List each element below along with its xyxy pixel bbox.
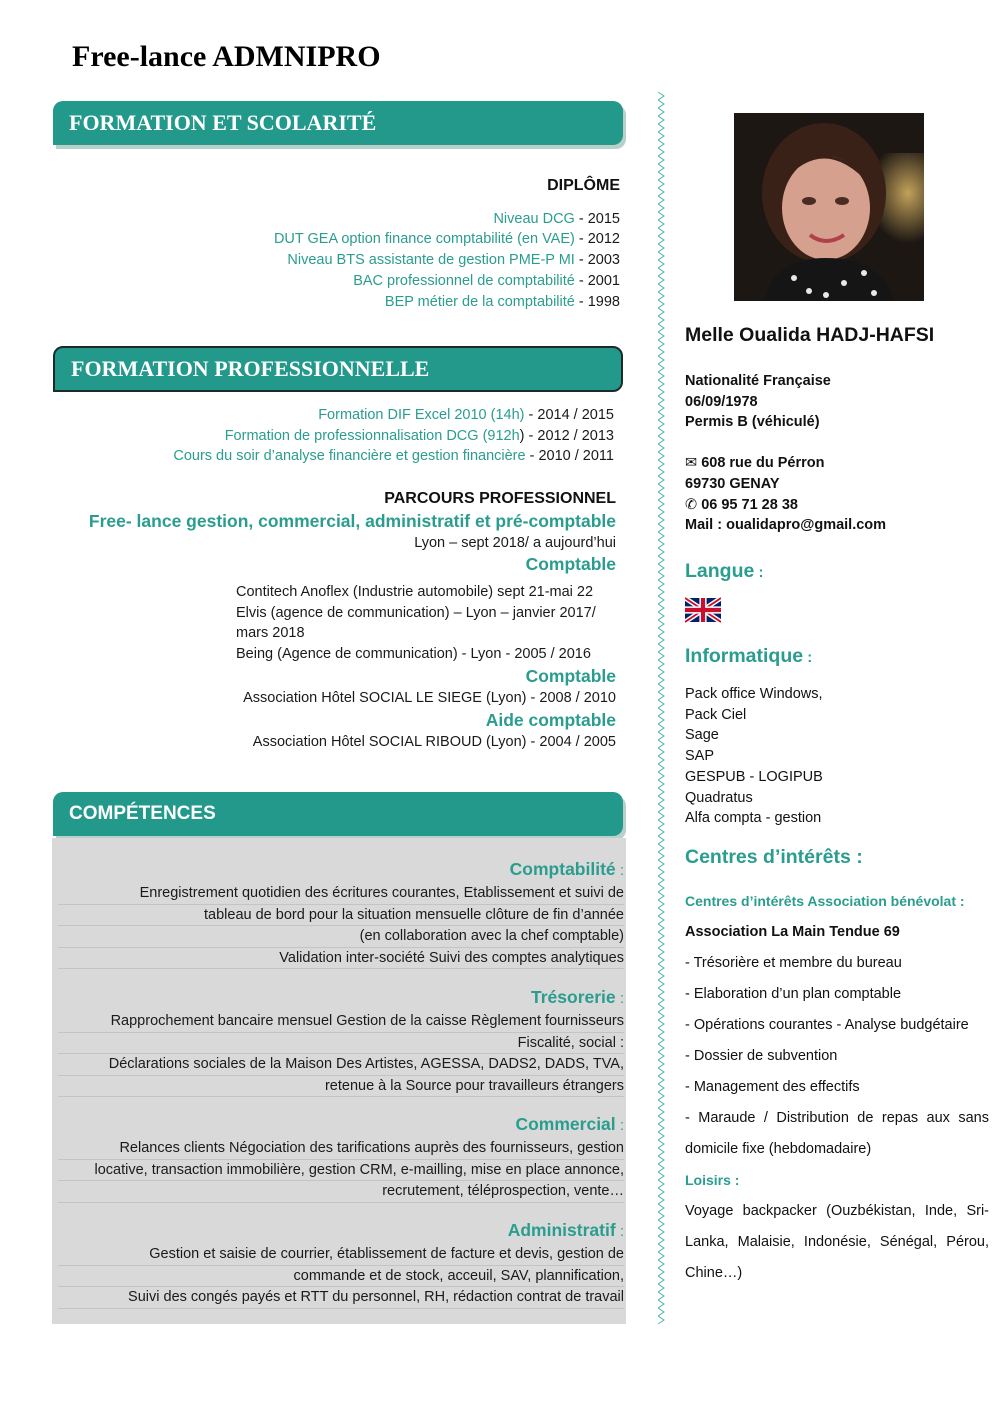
skill-group-accounting xyxy=(58,857,624,969)
skill-title: Trésorerie : xyxy=(531,987,624,1007)
job-detail: Association Hôtel SOCIAL RIBOUD (Lyon) - 2004 / 2005 xyxy=(252,733,616,750)
pro-training-list xyxy=(60,405,614,467)
skill-line: commande et de stock, acceuil, SAV, plannification, xyxy=(58,1266,624,1288)
envelope-icon: ✉ xyxy=(685,455,702,472)
association-item: - Trésorière et membre du bureau xyxy=(685,955,902,971)
job-title: Comptable xyxy=(525,666,616,686)
it-item: Pack Ciel xyxy=(685,706,747,723)
diploma-section xyxy=(60,176,620,312)
job-line: Being (Agence de communication) - Lyon - 2005 / 2016 xyxy=(236,646,591,663)
diploma-item: Niveau BTS assistante de gestion PME-P MI - 2003 xyxy=(287,252,620,269)
job1-lines xyxy=(236,582,621,665)
languages-heading: Langue : xyxy=(685,560,764,582)
skill-line: retenue à la Source pour travailleurs étrangers xyxy=(58,1076,624,1098)
diploma-item: BEP métier de la comptabilité - 1998 xyxy=(384,293,620,310)
formation-banner xyxy=(53,101,623,145)
skills-heading: COMPÉTENCES xyxy=(69,803,216,824)
profile-details xyxy=(685,371,990,536)
leisure-text: Voyage backpacker (Ouzbékistan, Inde, Sri-Lanka, Malaisie, Indonésie, Sénégal, Pérou, Chine…) xyxy=(685,1203,989,1281)
job-title: Aide comptable xyxy=(485,709,616,730)
skill-line: Fiscalité, social : xyxy=(58,1033,624,1055)
skill-line: recrutement, téléprospection, vente… xyxy=(58,1181,624,1203)
skills-banner xyxy=(53,792,623,836)
career-section xyxy=(60,489,616,576)
nationality: Nationalité Française xyxy=(685,373,831,389)
column-divider xyxy=(655,92,667,1324)
skill-line: Gestion et saisie de courrier, établissement de facture et devis, gestion de xyxy=(58,1244,624,1266)
it-heading: Informatique : xyxy=(685,645,813,667)
skill-line: Validation inter-société Suivi des comptes analytiques xyxy=(58,948,624,970)
skill-title: Commercial : xyxy=(515,1114,624,1134)
association-heading: Centres d’intérêts Association bénévolat : xyxy=(685,893,965,909)
skill-line: Rapprochement bancaire mensuel Gestion de la caisse Règlement fournisseurs xyxy=(58,1011,624,1033)
formation-heading: FORMATION ET SCOLARITÉ xyxy=(69,110,377,135)
phone: ✆ 06 95 71 28 38 xyxy=(685,496,798,513)
it-list xyxy=(685,684,990,829)
skill-line: (en collaboration avec la chef comptable) xyxy=(58,926,624,948)
association-item: - Management des effectifs xyxy=(685,1079,860,1095)
birthdate: 06/09/1978 xyxy=(685,393,758,410)
skill-line: Relances clients Négociation des tarifications auprès des fournisseurs, gestion xyxy=(58,1138,624,1160)
skill-line: tableau de bord pour la situation mensuelle clôture de fin d’année xyxy=(58,905,624,927)
skill-group-commercial xyxy=(58,1112,624,1203)
leisure-heading: Loisirs : xyxy=(685,1172,740,1188)
career-section-2 xyxy=(60,665,616,752)
association-name: Association La Main Tendue 69 xyxy=(685,924,900,940)
skill-group-administrative xyxy=(58,1218,624,1309)
skill-title: Comptabilité : xyxy=(509,859,624,879)
pro-training-heading: FORMATION PROFESSIONNELLE xyxy=(71,356,430,381)
training-item: Formation DIF Excel 2010 (14h) - 2014 / 2015 xyxy=(318,407,614,423)
diploma-item: Niveau DCG - 2015 xyxy=(493,210,620,227)
association-item: - Elaboration d’un plan comptable xyxy=(685,986,902,1002)
freelance-detail: Lyon – sept 2018/ a aujourd’hui xyxy=(414,534,616,551)
career-heading: PARCOURS PROFESSIONNEL xyxy=(384,490,616,507)
job-detail: Association Hôtel SOCIAL LE SIEGE (Lyon) - 2008 / 2010 xyxy=(243,690,616,706)
document-title: Free-lance ADMNIPRO xyxy=(72,40,381,73)
email: Mail : oualidapro@gmail.com xyxy=(685,517,887,534)
driving-license: Permis B (véhiculé) xyxy=(685,414,820,431)
diploma-heading: DIPLÔME xyxy=(547,177,620,194)
skill-line: locative, transaction immobilière, gestion CRM, e-mailling, mise en place annonce, xyxy=(58,1160,624,1182)
it-item: Alfa compta - gestion xyxy=(685,810,822,827)
it-item: Sage xyxy=(685,727,719,744)
profile-photo xyxy=(734,113,924,301)
job-line: Contitech Anoflex (Industrie automobile) sept 21-mai 22 xyxy=(236,584,594,600)
job-title: Comptable xyxy=(525,554,616,575)
it-item: Quadratus xyxy=(685,789,753,806)
association-item: - Dossier de subvention xyxy=(685,1048,838,1064)
skill-title: Administratif : xyxy=(507,1220,624,1240)
pro-training-banner xyxy=(53,346,623,392)
job-line: Elvis (agence de communication) – Lyon – janvier 2017/ xyxy=(236,604,596,621)
skill-line: Suivi des congés payés et RTT du personnel, RH, rédaction contrat de travail xyxy=(58,1287,624,1309)
freelance-title: Free- lance gestion, commercial, administratif et pré-comptable xyxy=(88,510,616,531)
address-line-1: ✉ 608 rue du Pérron xyxy=(685,455,825,472)
training-item: Formation de professionnalisation DCG (912h) - 2012 / 2013 xyxy=(224,427,614,444)
skill-line: Déclarations sociales de la Maison Des Artistes, AGESSA, DADS2, DADS, TVA, xyxy=(58,1054,624,1076)
association-item: - Opérations courantes - Analyse budgétaire xyxy=(685,1017,969,1033)
phone-icon: ✆ xyxy=(685,496,702,513)
it-item: GESPUB - LOGIPUB xyxy=(685,768,823,785)
it-item: SAP xyxy=(685,748,715,765)
association-item: - Maraude / Distribution de repas aux sans domicile fixe (hebdomadaire) xyxy=(685,1110,989,1157)
skill-group-treasury xyxy=(58,985,624,1097)
diploma-item: DUT GEA option finance comptabilité (en VAE) - 2012 xyxy=(273,231,620,248)
profile-name: Melle Oualida HADJ-HAFSI xyxy=(685,324,935,346)
skill-line: Enregistrement quotidien des écritures courantes, Etablissement et suivi de xyxy=(58,883,624,905)
training-item: Cours du soir d’analyse financière et gestion financière - 2010 / 2011 xyxy=(173,448,614,465)
it-item: Pack office Windows, xyxy=(685,686,823,702)
interests-section xyxy=(685,886,989,1289)
job-line: mars 2018 xyxy=(236,625,305,642)
interests-heading: Centres d’intérêts : xyxy=(685,846,863,868)
address-line-2: 69730 GENAY xyxy=(685,475,780,492)
diploma-item: BAC professionnel de comptabilité - 2001 xyxy=(353,272,620,289)
uk-flag-icon xyxy=(685,597,723,623)
